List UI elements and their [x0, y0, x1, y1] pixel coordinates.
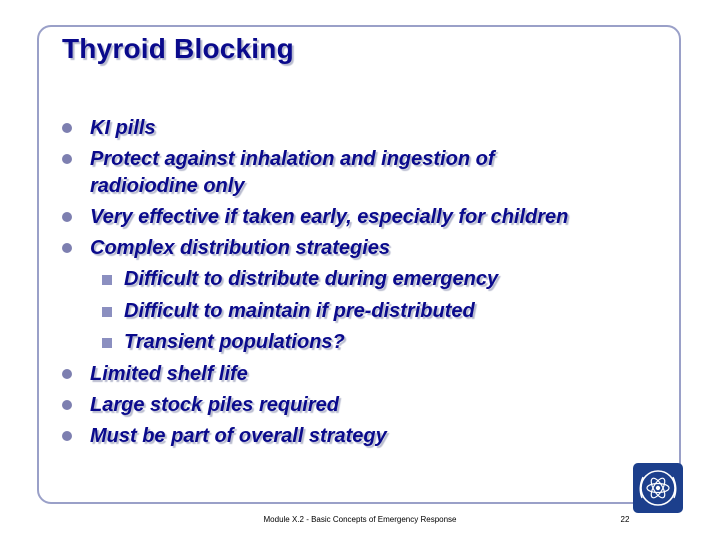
bullet-text: Difficult to maintain if pre-distributed	[124, 299, 475, 322]
bullet-item	[62, 202, 602, 233]
bullet-item	[62, 390, 602, 421]
bullet-list	[62, 113, 602, 452]
bullet-text: Complex distribution strategies	[90, 237, 391, 259]
round-bullet-icon	[62, 154, 72, 164]
bullet-item	[62, 144, 602, 202]
bullet-text: Transient populations?	[124, 331, 345, 353]
bullet-item	[62, 233, 602, 264]
footer-module-title: Module X.2 - Basic Concepts of Emergency Response	[263, 515, 457, 524]
sub-bullet-item	[62, 327, 602, 359]
square-bullet-icon	[102, 338, 112, 348]
bullet-item	[62, 359, 602, 390]
sub-bullet-item	[62, 296, 602, 328]
iaea-emblem-icon	[632, 462, 684, 514]
bullet-text: Limited shelf life	[90, 362, 248, 385]
round-bullet-icon	[62, 369, 72, 379]
bullet-text: KI pills	[90, 117, 156, 139]
square-bullet-icon	[102, 307, 112, 317]
bullet-text: Protect against inhalation and ingestion of radioiodine only	[90, 148, 495, 197]
round-bullet-icon	[62, 123, 72, 133]
bullet-text: Must be part of overall strategy	[90, 424, 387, 447]
round-bullet-icon	[62, 400, 72, 410]
bullet-text: Very effective if taken early, especially for children	[90, 206, 569, 228]
round-bullet-icon	[62, 212, 72, 222]
square-bullet-icon	[102, 275, 112, 285]
bullet-item	[62, 113, 602, 144]
bullet-item	[62, 421, 602, 452]
page-number: 22	[620, 515, 630, 524]
slide-title: Thyroid Blocking	[62, 33, 294, 64]
bullet-text: Large stock piles required	[90, 393, 339, 416]
round-bullet-icon	[62, 243, 72, 253]
sub-bullet-item	[62, 264, 602, 296]
round-bullet-icon	[62, 431, 72, 441]
bullet-text: Difficult to distribute during emergency	[124, 268, 499, 290]
